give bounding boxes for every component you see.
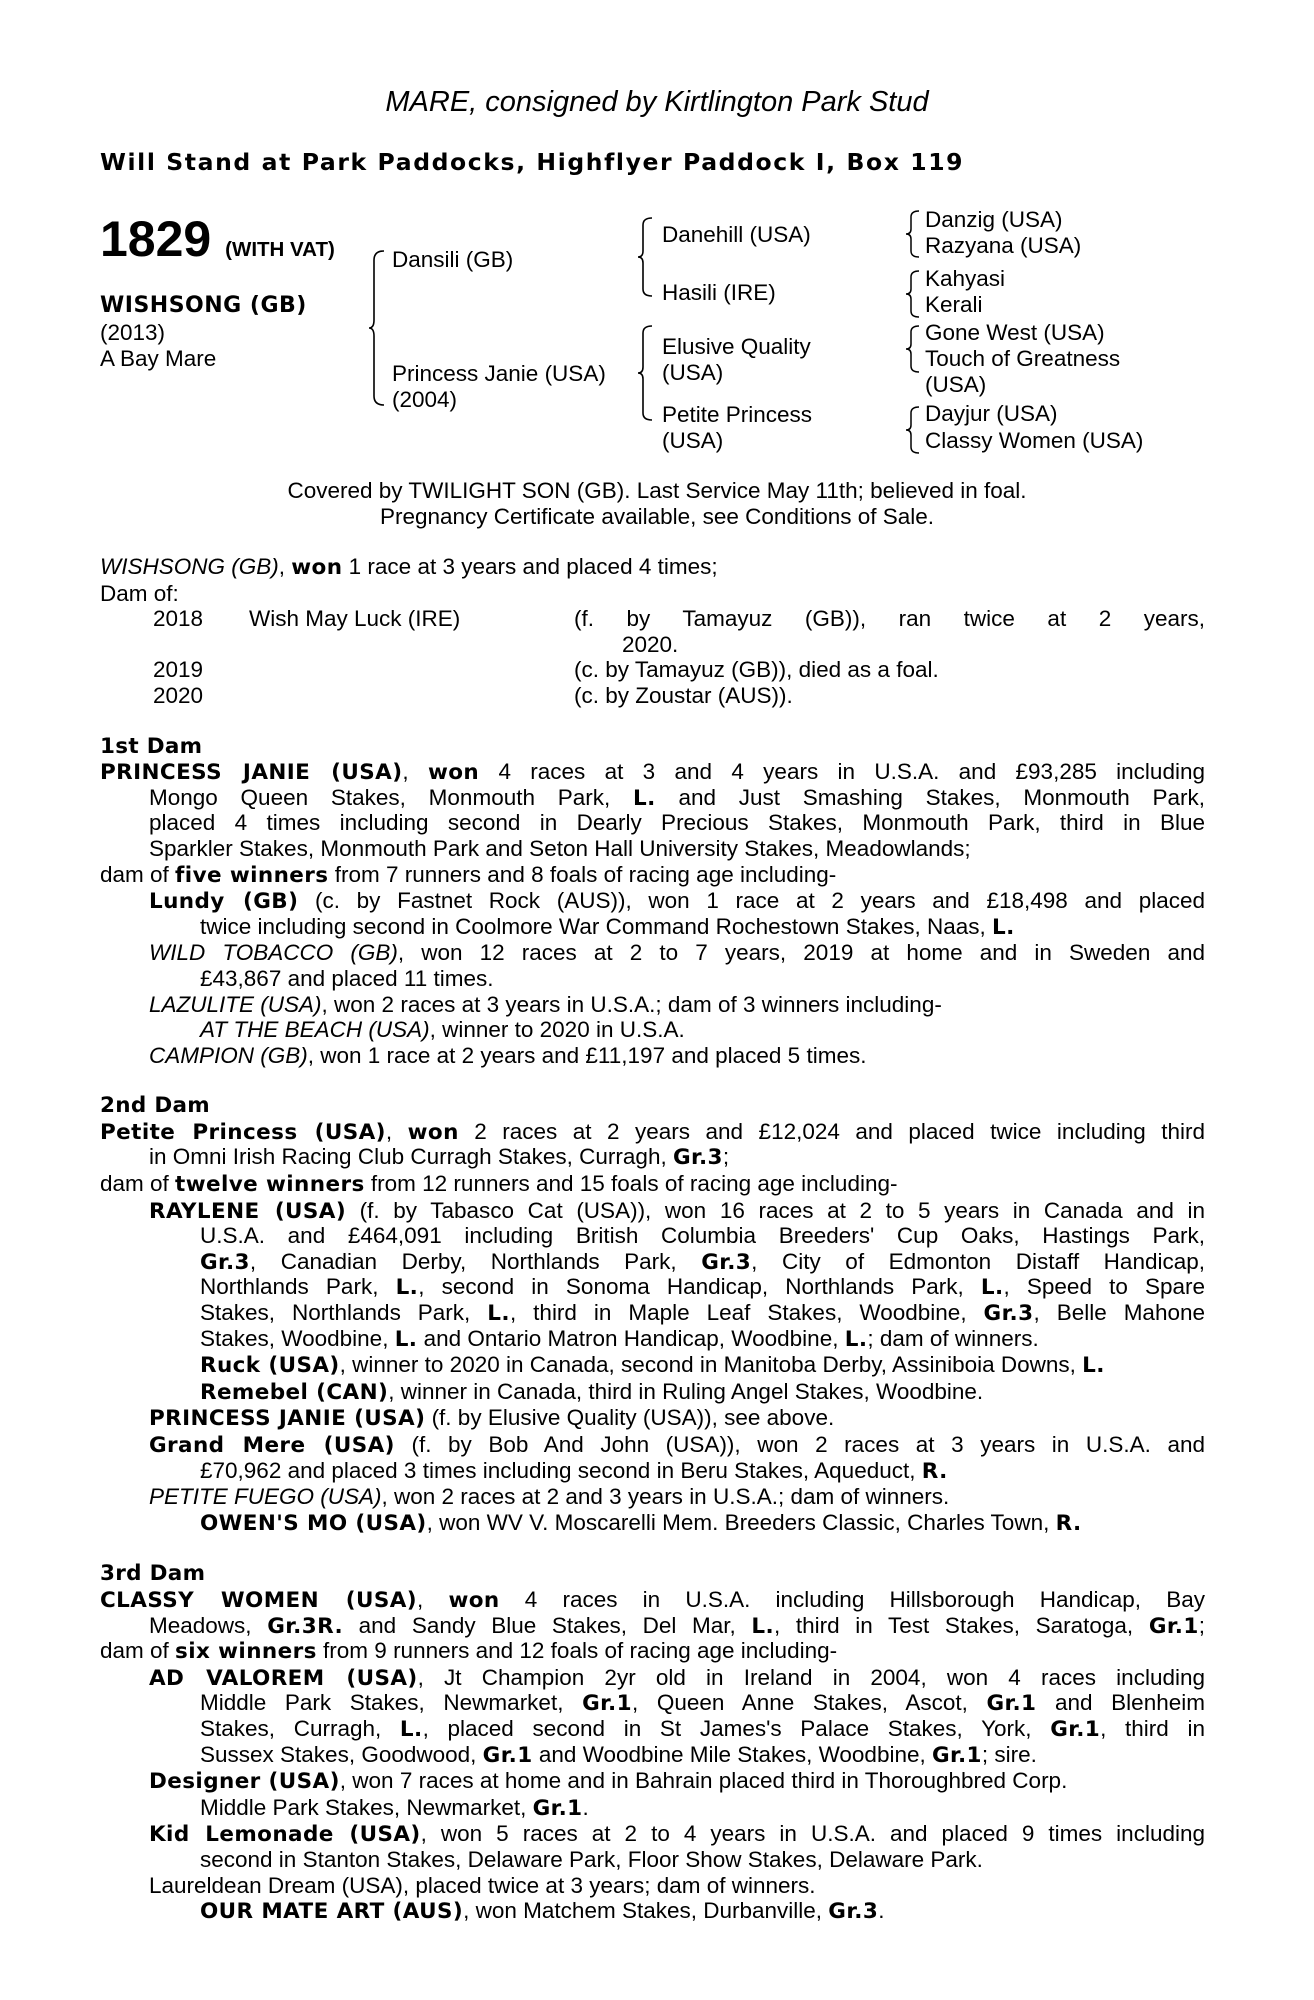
spacer (100, 709, 1205, 734)
dss-name: Gone West (USA) (925, 320, 1105, 345)
ssd-name: Razyana (USA) (925, 233, 1082, 258)
first-dam-heading: 1st Dam (100, 733, 203, 759)
first-dam-line: dam of five winners from 7 runners and 8 foals of racing age including- (100, 861, 837, 888)
covering-note (0, 478, 1314, 529)
second-dam-heading: 2nd Dam (100, 1093, 210, 1119)
first-dam-line: Sparkler Stakes, Monmouth Park and Seton Hall University Stakes, Meadowlands; (149, 835, 971, 861)
first-dam-line: AT THE BEACH (USA), winner to 2020 in U.S.A. (200, 1017, 685, 1043)
dds-name: Dayjur (USA) (925, 401, 1058, 426)
second-dam-line: in Omni Irish Racing Club Curragh Stakes, Curragh, Gr.3; (149, 1144, 730, 1171)
second-dam-line: OWEN'S MO (USA), won WV V. Moscarelli Mem. Breeders Classic, Charles Town, R. (200, 1509, 1082, 1536)
third-dam-heading: 3rd Dam (100, 1561, 206, 1587)
brace-danehill (906, 210, 920, 258)
sss-name: Danzig (USA) (925, 207, 1063, 232)
second-dam-line: Stakes, Woodbine, L. and Ontario Matron Handicap, Woodbine, L.; dam of winners. (200, 1325, 1039, 1352)
second-dam-line: Ruck (USA), winner to 2020 in Canada, second in Manitoba Derby, Assiniboia Downs, L. (200, 1352, 1105, 1379)
horse-name: WISHSONG (GB) (100, 293, 307, 318)
stand-location: Will Stand at Park Paddocks, Highflyer Paddock I, Box 119 (100, 148, 965, 176)
third-dam-line: Stakes, Curragh, L., placed second in St James's Palace Stakes, York, Gr.1, third in (200, 1715, 1205, 1742)
first-dam-line: twice including second in Coolmore War Command Rochestown Stakes, Naas, L. (200, 913, 1015, 940)
second-dam-line: Remebel (CAN), winner in Canada, third in Ruling Angel Stakes, Woodbine. (200, 1378, 984, 1405)
dam-dam-line2: (USA) (662, 428, 724, 453)
third-dam-line: dam of six winners from 9 runners and 12 foals of racing age including- (100, 1638, 838, 1665)
third-dam-line: AD VALOREM (USA), Jt Champion 2yr old in Ireland in 2004, won 4 races including (149, 1664, 1205, 1691)
covering-line-1: Covered by TWILIGHT SON (GB). Last Service May 11th; believed in foal. (287, 478, 1027, 503)
first-dam-line: WILD TOBACCO (GB), won 12 races at 2 to 7 years, 2019 at home and in Sweden and (149, 940, 1205, 966)
third-dam-line: Meadows, Gr.3R. and Sandy Blue Stakes, Del Mar, L., third in Test Stakes, Saratoga, Gr.1; (149, 1612, 1205, 1639)
race-record: WISHSONG (GB), won 1 race at 3 years and placed 4 times; (100, 554, 718, 580)
second-dam-line: Grand Mere (USA) (f. by Bob And John (USA)), won 2 races at 3 years in U.S.A. and (149, 1432, 1205, 1458)
third-dam-line: Designer (USA), won 7 races at home and in Bahrain placed third in Thoroughbred Corp. (149, 1768, 1068, 1795)
second-dam-line: Petite Princess (USA), won 2 races at 2 years and £12,024 and placed twice including third (100, 1118, 1205, 1145)
first-dam-line: placed 4 times including second in Dearly Precious Stakes, Monmouth Park, third in Blue (149, 810, 1205, 836)
sire-dam: Hasili (IRE) (662, 280, 776, 305)
second-dam-line: Northlands Park, L., second in Sonoma Handicap, Northlands Park, L., Speed to Spare (200, 1274, 1205, 1301)
dam-name: Princess Janie (USA) (392, 361, 606, 386)
covering-line-2: Pregnancy Certificate available, see Conditions of Sale. (379, 503, 935, 529)
second-dam-line: Stakes, Northlands Park, L., third in Maple Leaf Stakes, Woodbine, Gr.3, Belle Mahone (200, 1300, 1205, 1326)
first-dam-line: £43,867 and placed 11 times. (200, 965, 494, 991)
first-dam-line: CAMPION (GB), won 1 race at 2 years and £11,197 and placed 5 times. (149, 1042, 867, 1068)
produce-row: 2019 (c. by Tamayuz (GB)), died as a foal. (153, 657, 939, 683)
first-dam-line: PRINCESS JANIE (USA), won 4 races at 3 and 4 years in U.S.A. and £93,285 including (100, 759, 1205, 785)
third-dam-line: Sussex Stakes, Goodwood, Gr.1 and Woodbine Mile Stakes, Woodbine, Gr.1; sire. (200, 1741, 1037, 1768)
third-dam-line: Laureldean Dream (USA), placed twice at 3 years; dam of winners. (149, 1872, 816, 1898)
third-dam-line: OUR MATE ART (AUS), won Matchem Stakes, Durbanville, Gr.3. (200, 1898, 885, 1925)
lot-number-value: 1829 (100, 211, 212, 267)
dsd-name-line2: (USA) (925, 372, 987, 397)
third-dam-line: Middle Park Stakes, Newmarket, Gr.1, Queen Anne Stakes, Ascot, Gr.1 and Blenheim (200, 1690, 1205, 1716)
sds-name: Kahyasi (925, 266, 1006, 291)
ddd-name: Classy Women (USA) (925, 428, 1144, 453)
produce-row: 2020 (c. by Zoustar (AUS)). (153, 682, 793, 708)
brace-hasili (906, 270, 920, 318)
first-dam-line: Lundy (GB) (c. by Fastnet Rock (AUS)), won 1 race at 2 years and £18,498 and placed (149, 888, 1205, 914)
vat-note: (WITH VAT) (225, 238, 335, 261)
dam-sire-line2: (USA) (662, 360, 724, 385)
second-dam-line: Gr.3, Canadian Derby, Northlands Park, Gr.3, City of Edmonton Distaff Handicap, (200, 1248, 1205, 1275)
dam-brace (638, 325, 654, 421)
second-dam-line: PETITE FUEGO (USA), won 2 races at 2 and 3 years in U.S.A.; dam of winners. (149, 1484, 950, 1510)
second-dam-line: RAYLENE (USA) (f. by Tabasco Cat (USA)), won 16 races at 2 to 5 years in Canada and in (149, 1197, 1205, 1224)
horse-description: A Bay Mare (100, 346, 217, 371)
first-dam-line: LAZULITE (USA), won 2 races at 3 years in U.S.A.; dam of 3 winners including- (149, 991, 942, 1017)
horse-year: (2013) (100, 320, 166, 345)
sdd-name: Kerali (925, 292, 983, 317)
third-dam-line: Kid Lemonade (USA), won 5 races at 2 to 4 years in U.S.A. and placed 9 times including (149, 1821, 1205, 1847)
dsd-name-line1: Touch of Greatness (925, 346, 1121, 371)
third-dam-line: second in Stanton Stakes, Delaware Park, Floor Show Stakes, Delaware Park. (200, 1846, 983, 1872)
dam-sire-line1: Elusive Quality (662, 334, 811, 359)
sire-name: Dansili (GB) (392, 247, 514, 272)
second-dam-line: dam of twelve winners from 12 runners and 15 foals of racing age including- (100, 1171, 898, 1198)
consignor-line: MARE, consigned by Kirtlington Park Stud (385, 86, 929, 118)
third-dam-line: CLASSY WOMEN (USA), won 4 races in U.S.A. including Hillsborough Handicap, Bay (100, 1586, 1205, 1613)
spacer (100, 1068, 1205, 1093)
dam-of-label: Dam of: (100, 580, 179, 606)
dam-year: (2004) (392, 387, 458, 412)
pedigree-brace-main (370, 250, 386, 406)
sire-sire: Danehill (USA) (662, 222, 811, 247)
produce-row: 2018 Wish May Luck (IRE) (f. by Tamayuz (GB)), ran twice at 2 years, (153, 606, 1205, 632)
sire-brace (638, 217, 654, 297)
produce-row: 2020. (622, 631, 679, 657)
spacer (100, 1536, 1205, 1561)
third-dam-line: Middle Park Stakes, Newmarket, Gr.1. (200, 1794, 589, 1821)
lot-number (100, 212, 335, 277)
pedigree-block (0, 0, 1314, 470)
second-dam-line: £70,962 and placed 3 times including second in Beru Stakes, Aqueduct, R. (200, 1457, 948, 1484)
catalogue-body (100, 554, 1205, 1925)
brace-petite (906, 406, 920, 454)
second-dam-line: PRINCESS JANIE (USA) (f. by Elusive Quality (USA)), see above. (149, 1405, 835, 1432)
dam-dam-line1: Petite Princess (662, 402, 813, 427)
first-dam-line: Mongo Queen Stakes, Monmouth Park, L. and Just Smashing Stakes, Monmouth Park, (149, 784, 1205, 811)
brace-elusive (906, 325, 920, 373)
second-dam-line: U.S.A. and £464,091 including British Columbia Breeders' Cup Oaks, Hastings Park, (200, 1223, 1205, 1249)
